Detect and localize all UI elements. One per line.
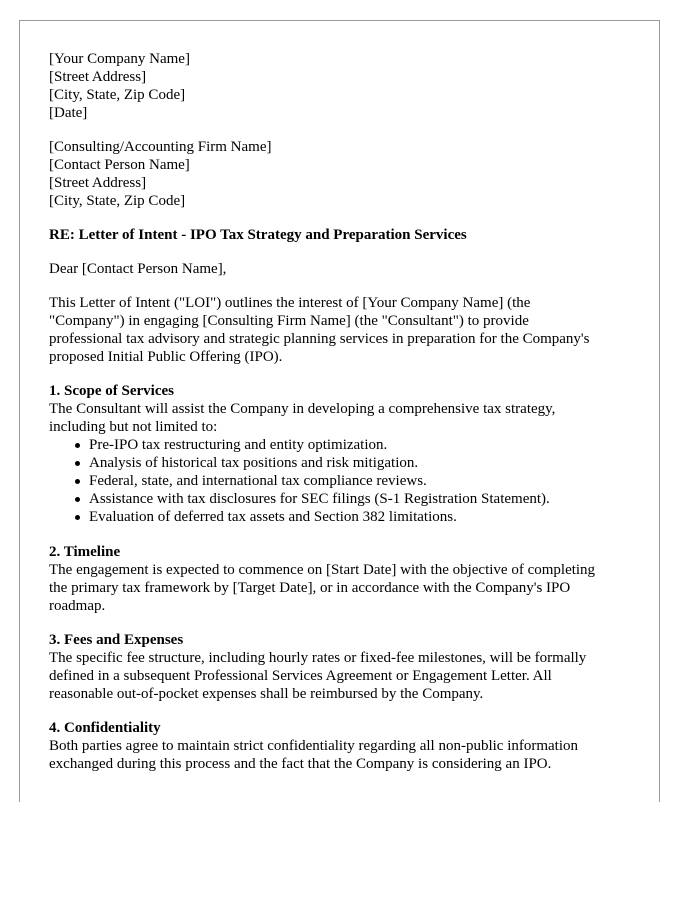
- section-confidentiality: [49, 719, 639, 773]
- section-heading: 4. Confidentiality: [49, 720, 161, 736]
- recipient-address: [49, 138, 639, 210]
- letter-page: [19, 20, 660, 802]
- intro-line: This Letter of Intent ("LOI") outlines the interest of [Your Company Name] (the: [49, 295, 531, 311]
- bullet-icon: [75, 497, 80, 502]
- salutation: Dear [Contact Person Name],: [49, 261, 227, 277]
- list-item: [89, 472, 639, 490]
- section-line: The engagement is expected to commence on [Start Date] with the objective of completing: [49, 562, 596, 578]
- section-line: roadmap.: [49, 598, 106, 614]
- bullet-icon: [75, 479, 80, 484]
- letter-body: [49, 50, 639, 773]
- recipient-street: [Street Address]: [49, 175, 147, 191]
- bullet-text: Pre-IPO tax restructuring and entity optimization.: [89, 437, 388, 453]
- section-line: The Consultant will assist the Company in developing a comprehensive tax strategy,: [49, 401, 556, 417]
- section-heading: 3. Fees and Expenses: [49, 632, 184, 648]
- sender-city: [City, State, Zip Code]: [49, 87, 186, 103]
- intro-line: professional tax advisory and strategic planning services in preparation for the Company's: [49, 331, 590, 347]
- bullet-icon: [75, 443, 80, 448]
- bullet-icon: [75, 461, 80, 466]
- intro-paragraph: [49, 294, 639, 366]
- scope-bullet-list: [49, 436, 639, 526]
- section-line: reasonable out-of-pocket expenses shall be reimbursed by the Company.: [49, 686, 484, 702]
- section-line: the primary tax framework by [Target Date], or in accordance with the Company's IPO: [49, 580, 571, 596]
- sender-street: [Street Address]: [49, 69, 147, 85]
- section-heading: 2. Timeline: [49, 544, 121, 560]
- section-fees: [49, 631, 639, 703]
- section-line: Both parties agree to maintain strict confidentiality regarding all non-public information: [49, 738, 579, 754]
- section-line: The specific fee structure, including hourly rates or fixed-fee milestones, will be formally: [49, 650, 587, 666]
- sender-company: [Your Company Name]: [49, 51, 190, 67]
- recipient-contact: [Contact Person Name]: [49, 157, 190, 173]
- section-scope: [49, 382, 639, 436]
- section-timeline: [49, 543, 639, 615]
- sender-address: [49, 50, 639, 122]
- bullet-text: Analysis of historical tax positions and risk mitigation.: [89, 455, 419, 471]
- intro-line: "Company") in engaging [Consulting Firm Name] (the "Consultant") to provide: [49, 313, 529, 329]
- subject-line: RE: Letter of Intent - IPO Tax Strategy and Preparation Services: [49, 227, 467, 243]
- recipient-firm: [Consulting/Accounting Firm Name]: [49, 139, 272, 155]
- intro-line: proposed Initial Public Offering (IPO).: [49, 349, 283, 365]
- bullet-text: Evaluation of deferred tax assets and Section 382 limitations.: [89, 509, 457, 525]
- section-line: exchanged during this process and the fact that the Company is considering an IPO.: [49, 756, 552, 772]
- bullet-text: Federal, state, and international tax compliance reviews.: [89, 473, 427, 489]
- section-line: defined in a subsequent Professional Services Agreement or Engagement Letter. All: [49, 668, 552, 684]
- section-line: including but not limited to:: [49, 419, 218, 435]
- list-item: [89, 454, 639, 472]
- letter-date: [Date]: [49, 105, 88, 121]
- section-heading: 1. Scope of Services: [49, 383, 174, 399]
- bullet-icon: [75, 515, 80, 520]
- list-item: [89, 436, 639, 454]
- recipient-city: [City, State, Zip Code]: [49, 193, 186, 209]
- list-item: [89, 490, 639, 508]
- bullet-text: Assistance with tax disclosures for SEC filings (S-1 Registration Statement).: [89, 491, 550, 507]
- list-item: [89, 508, 639, 526]
